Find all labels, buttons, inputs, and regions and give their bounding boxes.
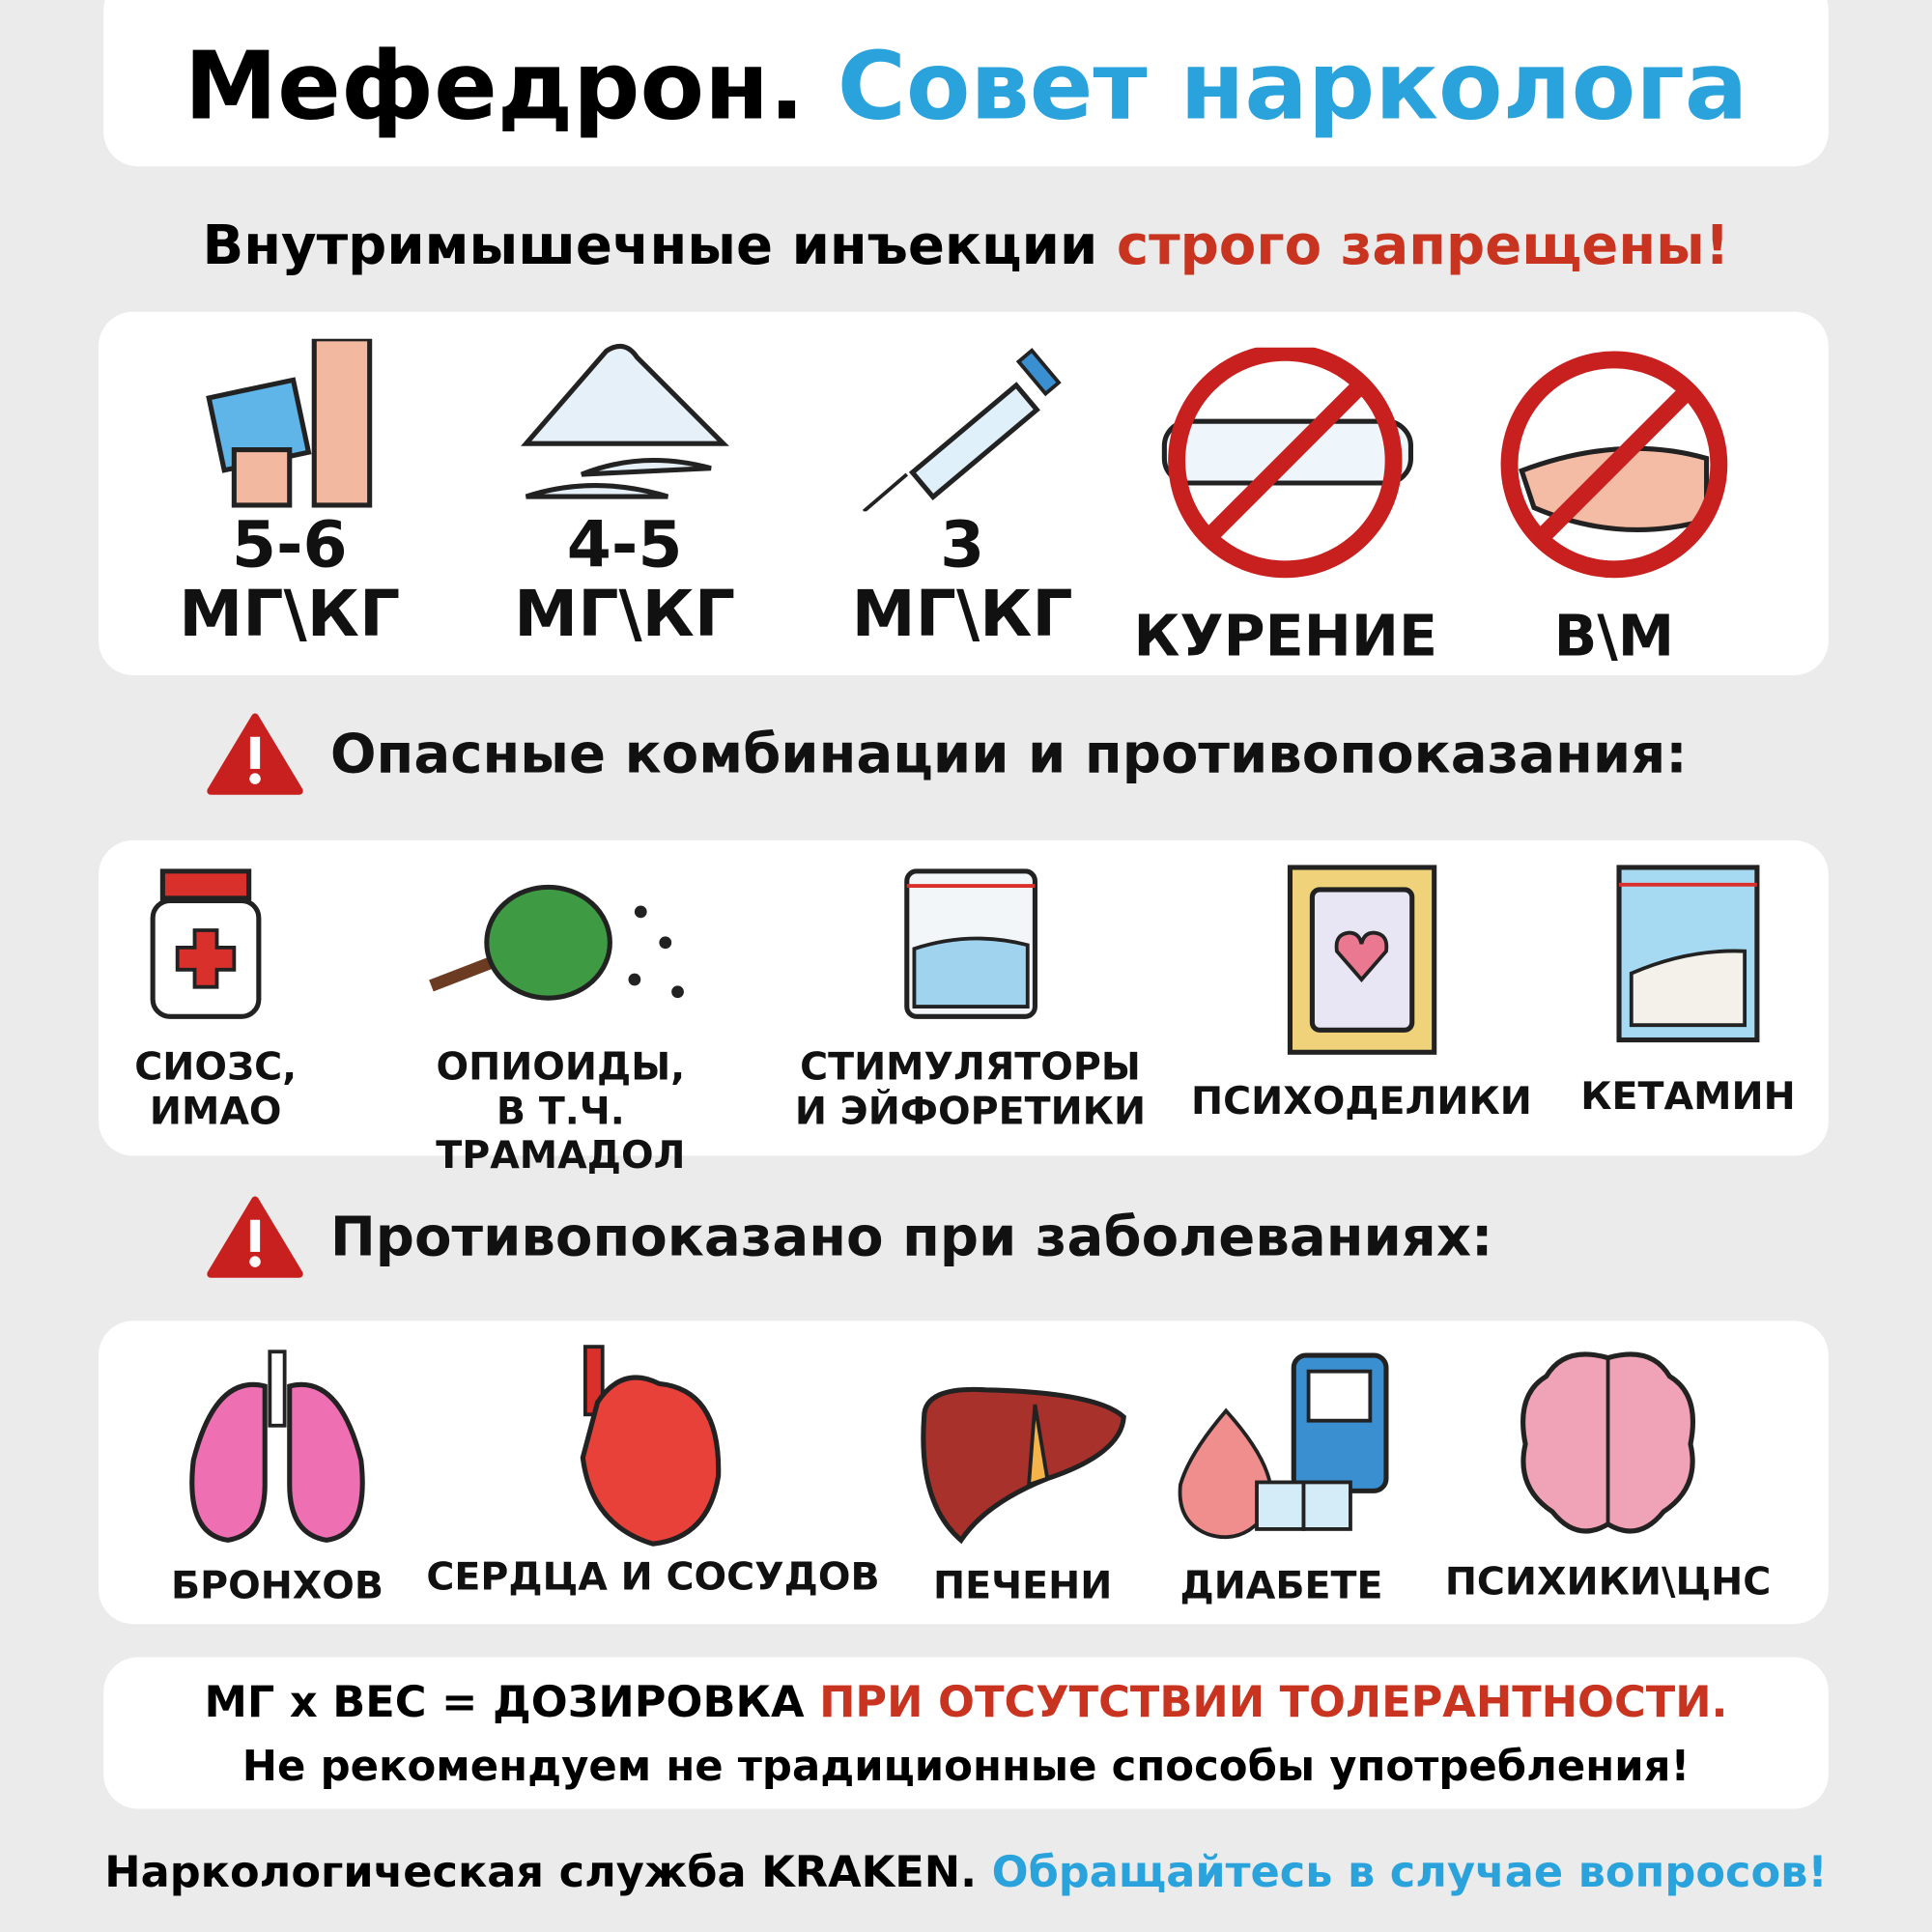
warning-icon (207, 1195, 302, 1279)
disease-heart: СЕРДЦА И СОСУДОВ (425, 1341, 881, 1600)
combo-opioids: ОПИОИДЫ, В Т.Ч. ТРАМАДОЛ (376, 868, 746, 1178)
heart-icon (573, 1341, 733, 1548)
disease-liver: ПЕЧЕНИ (905, 1368, 1139, 1608)
disease-bronchi: БРОНХОВ (166, 1350, 388, 1608)
disease-cns: ПСИХИКИ\ЦНС (1430, 1346, 1787, 1605)
pill-bottle-icon (148, 868, 283, 1022)
combos-heading: Опасные комбинации и противопоказания: (207, 712, 1687, 796)
ziplock-icon (1614, 863, 1762, 1047)
warning-icon (207, 712, 302, 796)
diseases-heading: Противопоказано при заболеваниях: (207, 1195, 1492, 1279)
combo-ssri: СИОЗС, ИМАО (117, 868, 314, 1133)
page-title: Мефедрон. Совет нарколога (184, 30, 1748, 141)
method-injection: 3 МГ\КГ (833, 339, 1092, 649)
glucometer-icon (1171, 1350, 1393, 1547)
method-im-forbidden: В\М (1479, 348, 1750, 670)
combo-ketamine: КЕТАМИН (1577, 863, 1800, 1119)
combo-psychedelics: ПСИХОДЕЛИКИ (1189, 863, 1534, 1123)
baggie-icon (896, 868, 1044, 1022)
disease-diabetes: ДИАБЕТЕ (1164, 1350, 1398, 1608)
method-nasal: 4-5 МГ\КГ (496, 339, 754, 649)
no-smoking-pipe-icon (1140, 348, 1423, 582)
liver-icon (912, 1368, 1134, 1547)
method-smoking-forbidden: КУРЕНИЕ (1133, 348, 1429, 670)
combo-stimulants: СТИМУЛЯТОРЫ И ЭЙФОРЕТИКИ (788, 868, 1151, 1133)
powder-icon (520, 339, 729, 512)
blotter-icon (1285, 863, 1438, 1058)
dosage-formula: МГ x ВЕС = ДОЗИРОВКА ПРИ ОТСУТСТВИИ ТОЛЕРАНТНОСТИ. (204, 1678, 1728, 1728)
lungs-icon (179, 1350, 376, 1547)
note-text: Не рекомендуем не традиционные способы употребления! (242, 1742, 1690, 1792)
method-oral: 5-6 МГ\КГ (160, 339, 419, 649)
drinking-icon (203, 339, 376, 512)
no-intramuscular-icon (1497, 348, 1731, 582)
footer: Наркологическая служба KRAKEN. Обращайтесь в случае вопросов! (104, 1848, 1828, 1898)
subtitle: Внутримышечные инъекции строго запрещены! (202, 213, 1730, 277)
poppy-icon (425, 868, 696, 1022)
brain-icon (1516, 1346, 1700, 1543)
syringe-icon (858, 339, 1067, 512)
